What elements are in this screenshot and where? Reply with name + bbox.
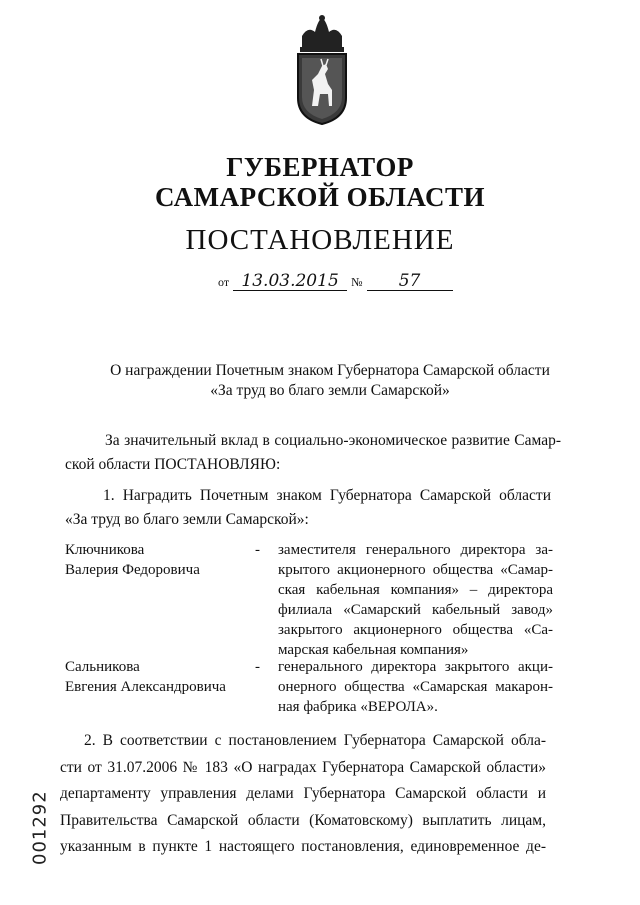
position-line: генерального директора закрытого акци- bbox=[278, 659, 553, 675]
intro-paragraph bbox=[65, 429, 561, 477]
paragraph-line: сти от 31.07.2006 № 183 «О наградах Губернатора Самарской области» bbox=[60, 758, 546, 776]
awardee-position bbox=[278, 540, 553, 660]
position-line: крытого акционерного общества «Самар- bbox=[278, 562, 553, 578]
paragraph-line: указанным в пункте 1 настоящего постановления, единовременное де- bbox=[60, 838, 546, 855]
registry-stamp-number: 001292 bbox=[29, 790, 51, 866]
paragraph-line: Правительства Самарской области (Коматовскому) выплатить лицам, bbox=[60, 811, 546, 829]
position-line: онерного общества «Самарская макарон- bbox=[278, 679, 553, 695]
awardee-dash: - bbox=[255, 542, 260, 558]
position-line: ская кабельная компания» – директора bbox=[278, 582, 553, 598]
paragraph-line: департаменту управления делами Губернатора Самарской области и bbox=[60, 785, 546, 802]
position-line: закрытого акционерного общества «Са- bbox=[278, 622, 553, 638]
position-line: заместителя генерального директора за- bbox=[278, 542, 553, 558]
date-prefix: от bbox=[218, 275, 230, 289]
item1-paragraph bbox=[65, 484, 551, 532]
paragraph-line: ской области ПОСТАНОВЛЯЮ: bbox=[65, 456, 281, 473]
awardee-position bbox=[278, 657, 553, 717]
document-number: 57 bbox=[367, 272, 453, 291]
date-number-line bbox=[214, 271, 453, 291]
item2-paragraph bbox=[60, 728, 546, 861]
subject-line: О награждении Почетным знаком Губернатора Самарской области bbox=[110, 362, 550, 379]
document-date: 13.03.2015 bbox=[233, 272, 347, 291]
awardee-name bbox=[65, 540, 255, 580]
number-label: № bbox=[351, 275, 363, 289]
governor-title-line1: ГУБЕРНАТОР bbox=[226, 152, 414, 182]
document-type: ПОСТАНОВЛЕНИЕ bbox=[185, 224, 455, 256]
subject-line: «За труд во благо земли Самарской» bbox=[210, 382, 450, 399]
awardee-entry bbox=[65, 540, 565, 658]
paragraph-line: 2. В соответствии с постановлением Губернатора Самарской обла- bbox=[84, 732, 546, 749]
samara-coat-of-arms-icon bbox=[288, 14, 356, 126]
paragraph-line: 1. Наградить Почетным знаком Губернатора Самарской области bbox=[103, 487, 551, 504]
document-subject bbox=[60, 361, 600, 401]
governor-title-line2: САМАРСКОЙ ОБЛАСТИ bbox=[154, 182, 486, 212]
awardee-given-name: Валерия Федоровича bbox=[65, 562, 200, 578]
position-line: марская кабельная компания» bbox=[278, 642, 469, 658]
position-line: ная фабрика «ВЕРОЛА». bbox=[278, 699, 438, 715]
position-line: филиала «Самарский кабельный завод» bbox=[278, 602, 553, 618]
awardee-dash: - bbox=[255, 659, 260, 675]
awardee-entry bbox=[65, 657, 565, 717]
awardee-surname: Ключникова bbox=[65, 542, 145, 558]
awardee-given-name: Евгения Александровича bbox=[65, 679, 226, 695]
paragraph-line: «За труд во благо земли Самарской»: bbox=[65, 511, 309, 528]
awardee-surname: Сальникова bbox=[65, 659, 140, 675]
awardee-name bbox=[65, 657, 255, 697]
paragraph-line: За значительный вклад в социально-экономическое развитие Самар- bbox=[105, 432, 561, 449]
